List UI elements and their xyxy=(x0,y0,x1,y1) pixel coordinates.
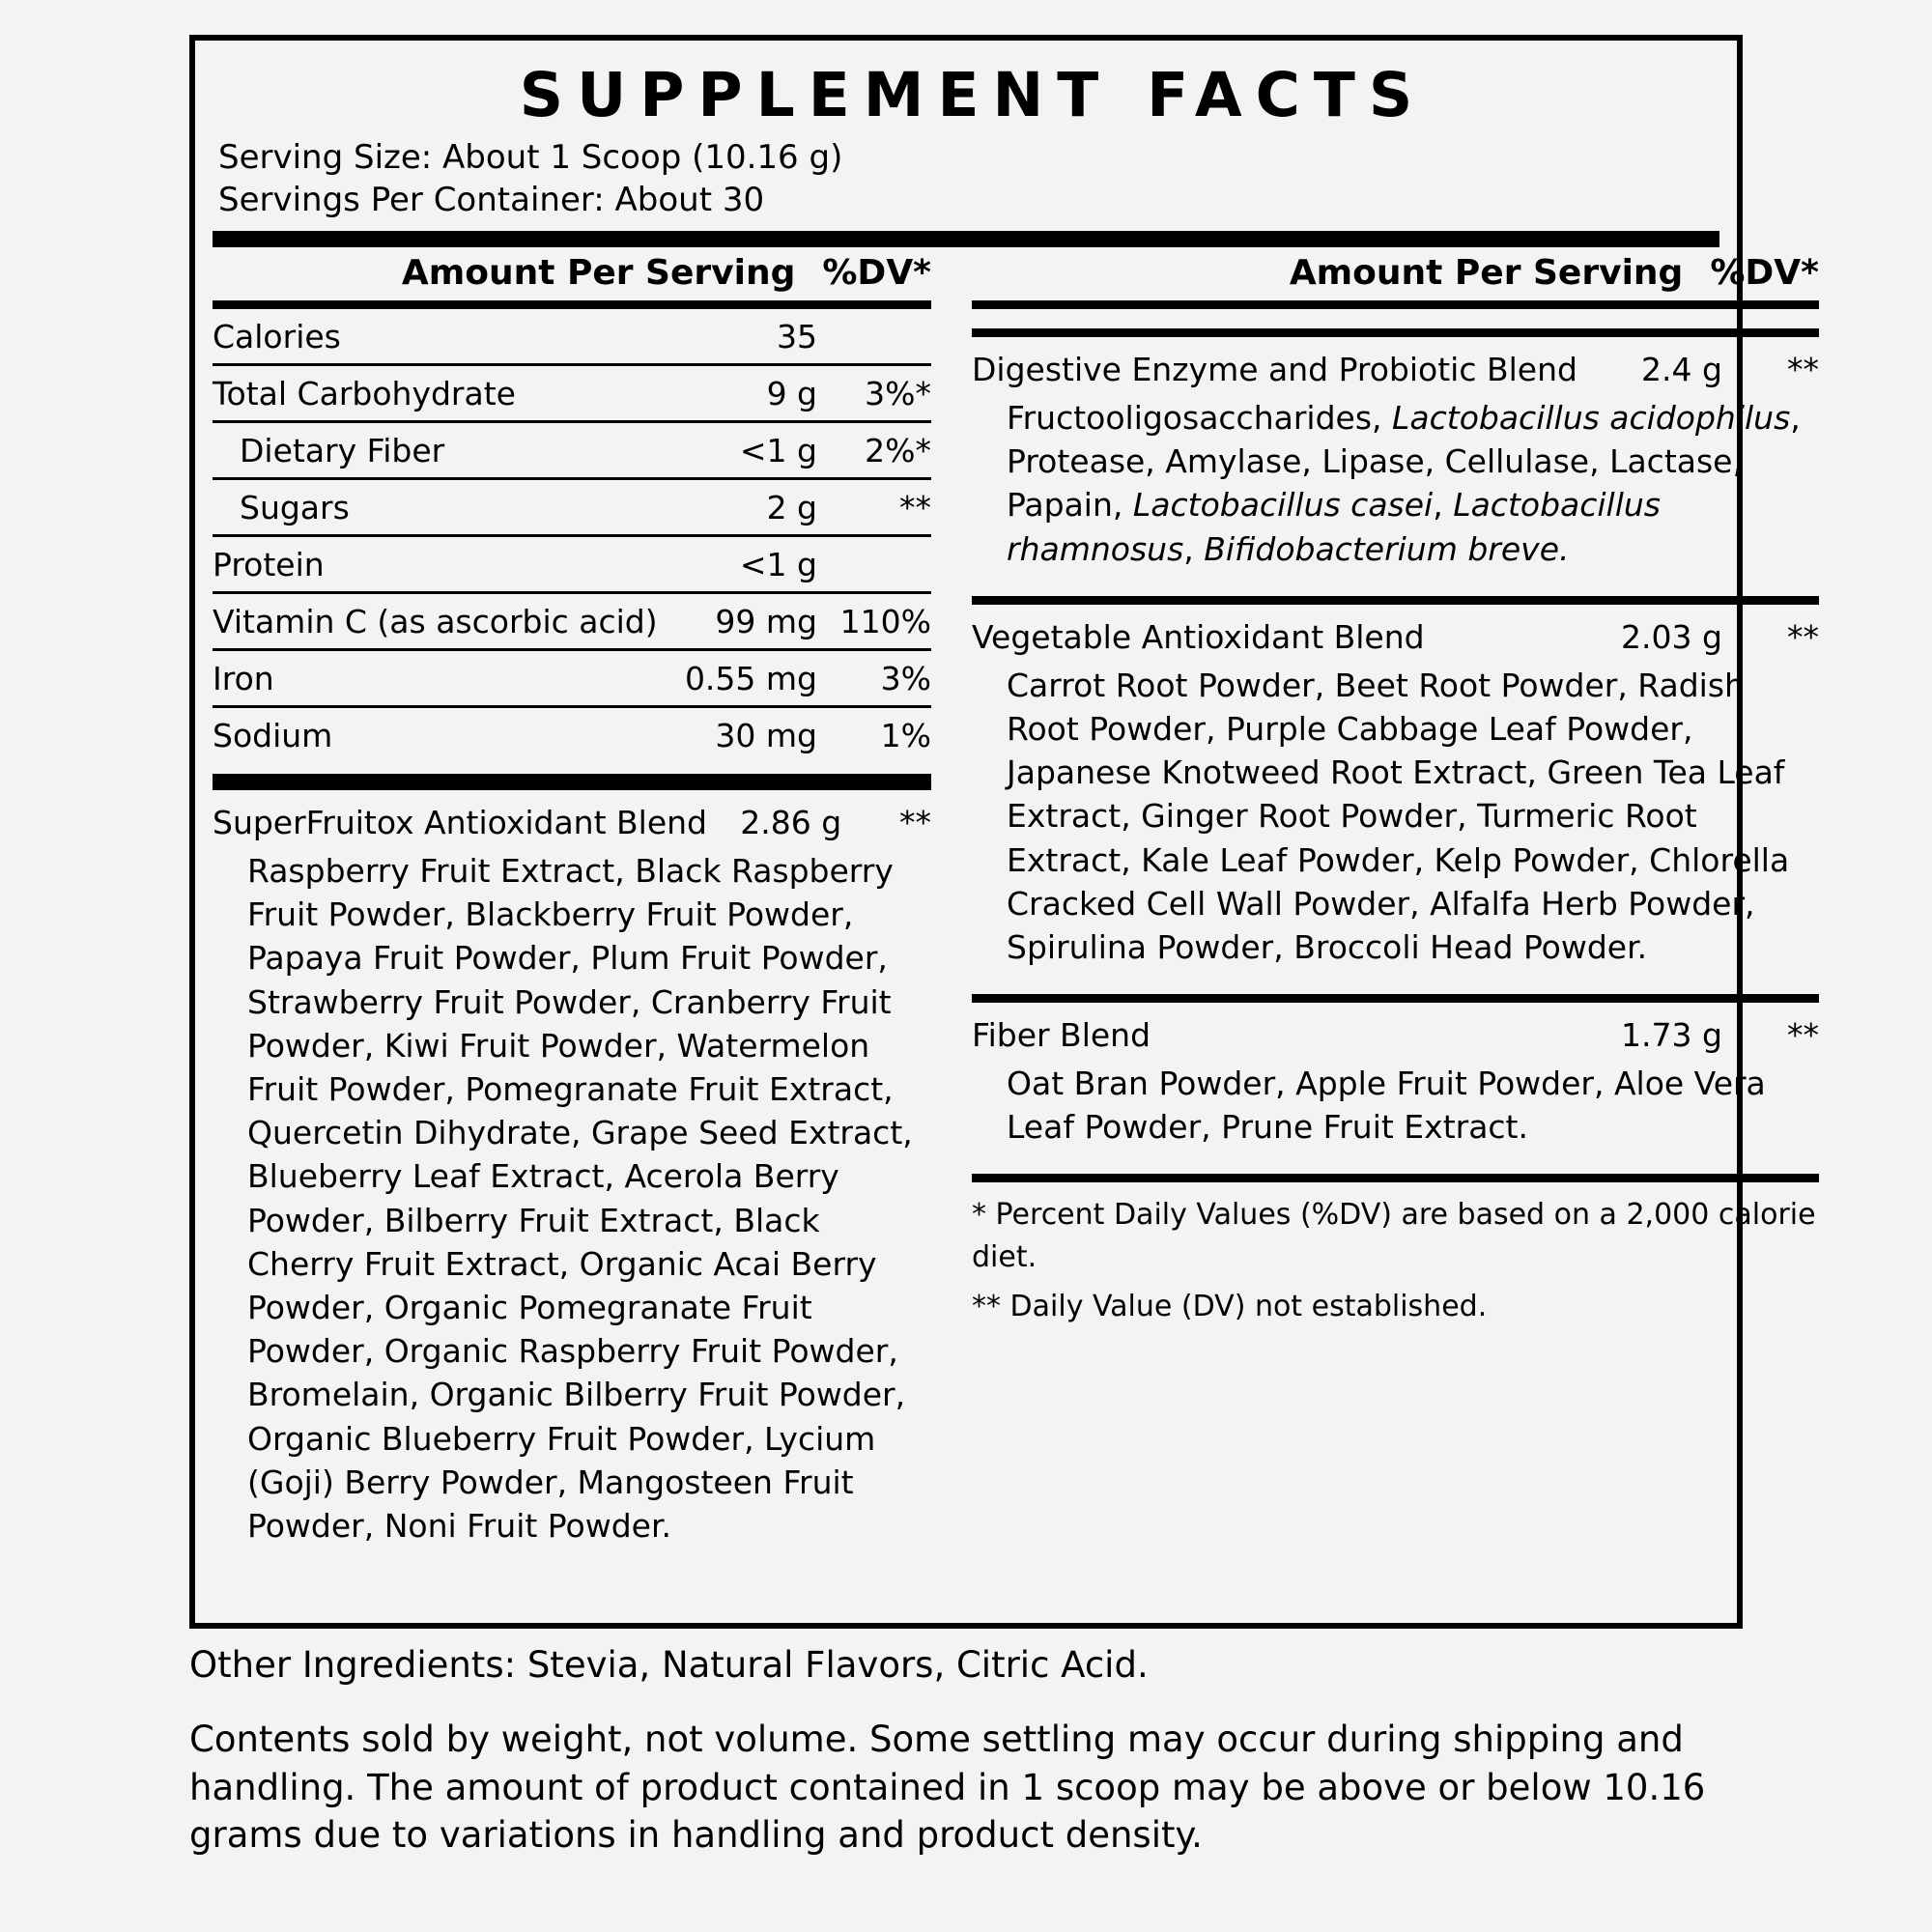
blend-amount: 2.03 g xyxy=(1621,617,1722,656)
divider-left-header xyxy=(213,300,931,309)
nutrient-name: Sugars xyxy=(240,489,350,527)
blend-ingredients: Fructooligosaccharides, Lactobacillus acidophilus, Protease, Amylase, Lipase, Cellulase, Lactase, Papain, Lactobacillus casei, Lactobacillus rhamnosus, Bifidobacterium breve. xyxy=(1007,399,1801,568)
servings-per-container: Servings Per Container: About 30 xyxy=(218,180,765,219)
blend-dv: ** xyxy=(899,804,931,842)
nutrient-name: Protein xyxy=(213,546,325,584)
blend-ingredients: Oat Bran Powder, Apple Fruit Powder, Aloe Vera Leaf Powder, Prune Fruit Extract. xyxy=(1007,1065,1766,1147)
divider-thick-top xyxy=(213,231,1719,247)
nutrient-name: Iron xyxy=(213,660,274,698)
divider-right-header xyxy=(972,300,1819,309)
blend-amount: 2.4 g xyxy=(1641,351,1722,389)
nutrient-amount: 0.55 mg xyxy=(684,660,817,698)
serving-size: Serving Size: About 1 Scoop (10.16 g) xyxy=(218,138,843,178)
divider-right-1 xyxy=(972,328,1819,337)
contents-note: Contents sold by weight, not volume. Some settling may occur during shipping and handling. The amount of product contained in 1 scoop may be above or below 10.16 grams due to variations in handling and product density. xyxy=(189,1719,1706,1857)
divider-right-footnote xyxy=(972,1174,1819,1182)
nutrient-name: Vitamin C (as ascorbic acid) xyxy=(213,603,658,641)
table-row xyxy=(213,480,931,537)
page-title: SUPPLEMENT FACTS xyxy=(519,60,1427,130)
nutrient-name: Total Carbohydrate xyxy=(213,375,516,413)
nutrient-amount: 35 xyxy=(777,318,817,356)
blend-amount: 2.86 g xyxy=(740,804,842,842)
table-row xyxy=(213,708,931,762)
left-column xyxy=(213,247,947,1546)
blend-dv: ** xyxy=(1786,351,1819,389)
table-row xyxy=(213,594,931,651)
nutrient-amount: 2 g xyxy=(766,489,817,527)
blend-superfruitox xyxy=(213,790,931,1548)
blend-ingredients: Carrot Root Powder, Beet Root Powder, Radish Root Powder, Purple Cabbage Leaf Powder, Japanese Knotweed Root Extract, Green Tea Leaf Extract, Ginger Root Powder, Turmeric Root Extract, Kale Leaf Powder, Kelp Powder, Chlorella Cracked Cell Wall Powder, Alfalfa Herb Powder, Spirulina Powder, Broccoli Head Powder. xyxy=(1007,666,1790,966)
blend-name: SuperFruitox Antioxidant Blend xyxy=(213,804,707,842)
blend-dv: ** xyxy=(1786,1016,1819,1055)
nutrient-amount: <1 g xyxy=(739,432,817,470)
table-row xyxy=(213,309,931,366)
facts-columns xyxy=(213,247,1819,1546)
nutrient-dv: 3% xyxy=(880,660,931,698)
right-dv-label: %DV* xyxy=(1710,253,1819,294)
table-row xyxy=(213,366,931,423)
blend-amount: 1.73 g xyxy=(1621,1016,1722,1055)
blend-name: Fiber Blend xyxy=(972,1016,1151,1055)
right-column xyxy=(947,247,1819,1440)
nutrient-dv: 1% xyxy=(880,717,931,755)
table-row xyxy=(213,537,931,594)
table-row xyxy=(213,651,931,708)
nutrient-name: Sodium xyxy=(213,717,333,755)
footnote-no-dv: ** Daily Value (DV) not established. xyxy=(972,1290,1488,1324)
left-dv-label: %DV* xyxy=(822,253,931,294)
below-panel-text xyxy=(189,1642,1754,1860)
nutrient-name: Calories xyxy=(213,318,341,356)
blend-fiber xyxy=(972,1003,1819,1149)
table-row xyxy=(213,423,931,480)
right-amount-per-serving-label: Amount Per Serving xyxy=(1289,253,1684,294)
blend-vegetable-antioxidant xyxy=(972,605,1819,969)
nutrient-dv: ** xyxy=(899,489,931,527)
divider-left-blend xyxy=(213,774,931,790)
divider-right-2 xyxy=(972,596,1819,605)
nutrient-amount: 99 mg xyxy=(715,603,817,641)
supplement-facts-panel xyxy=(189,35,1819,1629)
divider-right-3 xyxy=(972,994,1819,1003)
nutrient-name: Dietary Fiber xyxy=(240,432,445,470)
blend-dv: ** xyxy=(1786,617,1819,656)
right-column-header xyxy=(972,247,1819,300)
other-ingredients: Other Ingredients: Stevia, Natural Flavors, Citric Acid. xyxy=(189,1644,1149,1686)
nutrient-amount: 9 g xyxy=(766,375,817,413)
nutrient-amount: <1 g xyxy=(739,546,817,584)
nutrient-dv: 110% xyxy=(839,603,931,641)
footnote-dv: * Percent Daily Values (%DV) are based on a 2,000 calorie diet. xyxy=(972,1198,1816,1274)
blend-digestive-enzyme-probiotic xyxy=(972,337,1819,571)
nutrient-amount: 30 mg xyxy=(715,717,817,755)
blend-name: Digestive Enzyme and Probiotic Blend xyxy=(972,351,1577,389)
left-column-header xyxy=(213,247,931,300)
left-amount-per-serving-label: Amount Per Serving xyxy=(401,253,796,294)
blend-name: Vegetable Antioxidant Blend xyxy=(972,617,1425,656)
nutrient-dv: 3%* xyxy=(865,375,931,413)
blend-ingredients: Raspberry Fruit Extract, Black Raspberry Fruit Powder, Blackberry Fruit Powder, Papaya Fruit Powder, Plum Fruit Powder, Strawberry Fruit Powder, Cranberry Fruit Powder, Kiwi Fruit Powder, Watermelon Fruit Powder, Pomegranate Fruit Extract, Quercetin Dihydrate, Grape Seed Extract, Blueberry Leaf Extract, Acerola Berry Powder, Bilberry Fruit Extract, Black Cherry Fruit Extract, Organic Acai Berry Powder, Organic Pomegranate Fruit Powder, Organic Raspberry Fruit Powder, Bromelain, Organic Bilberry Fruit Powder, Organic Blueberry Fruit Powder, Lycium (Goji) Berry Powder, Mangosteen Fruit Powder, Noni Fruit Powder. xyxy=(247,852,913,1546)
nutrient-dv: 2%* xyxy=(865,432,931,470)
